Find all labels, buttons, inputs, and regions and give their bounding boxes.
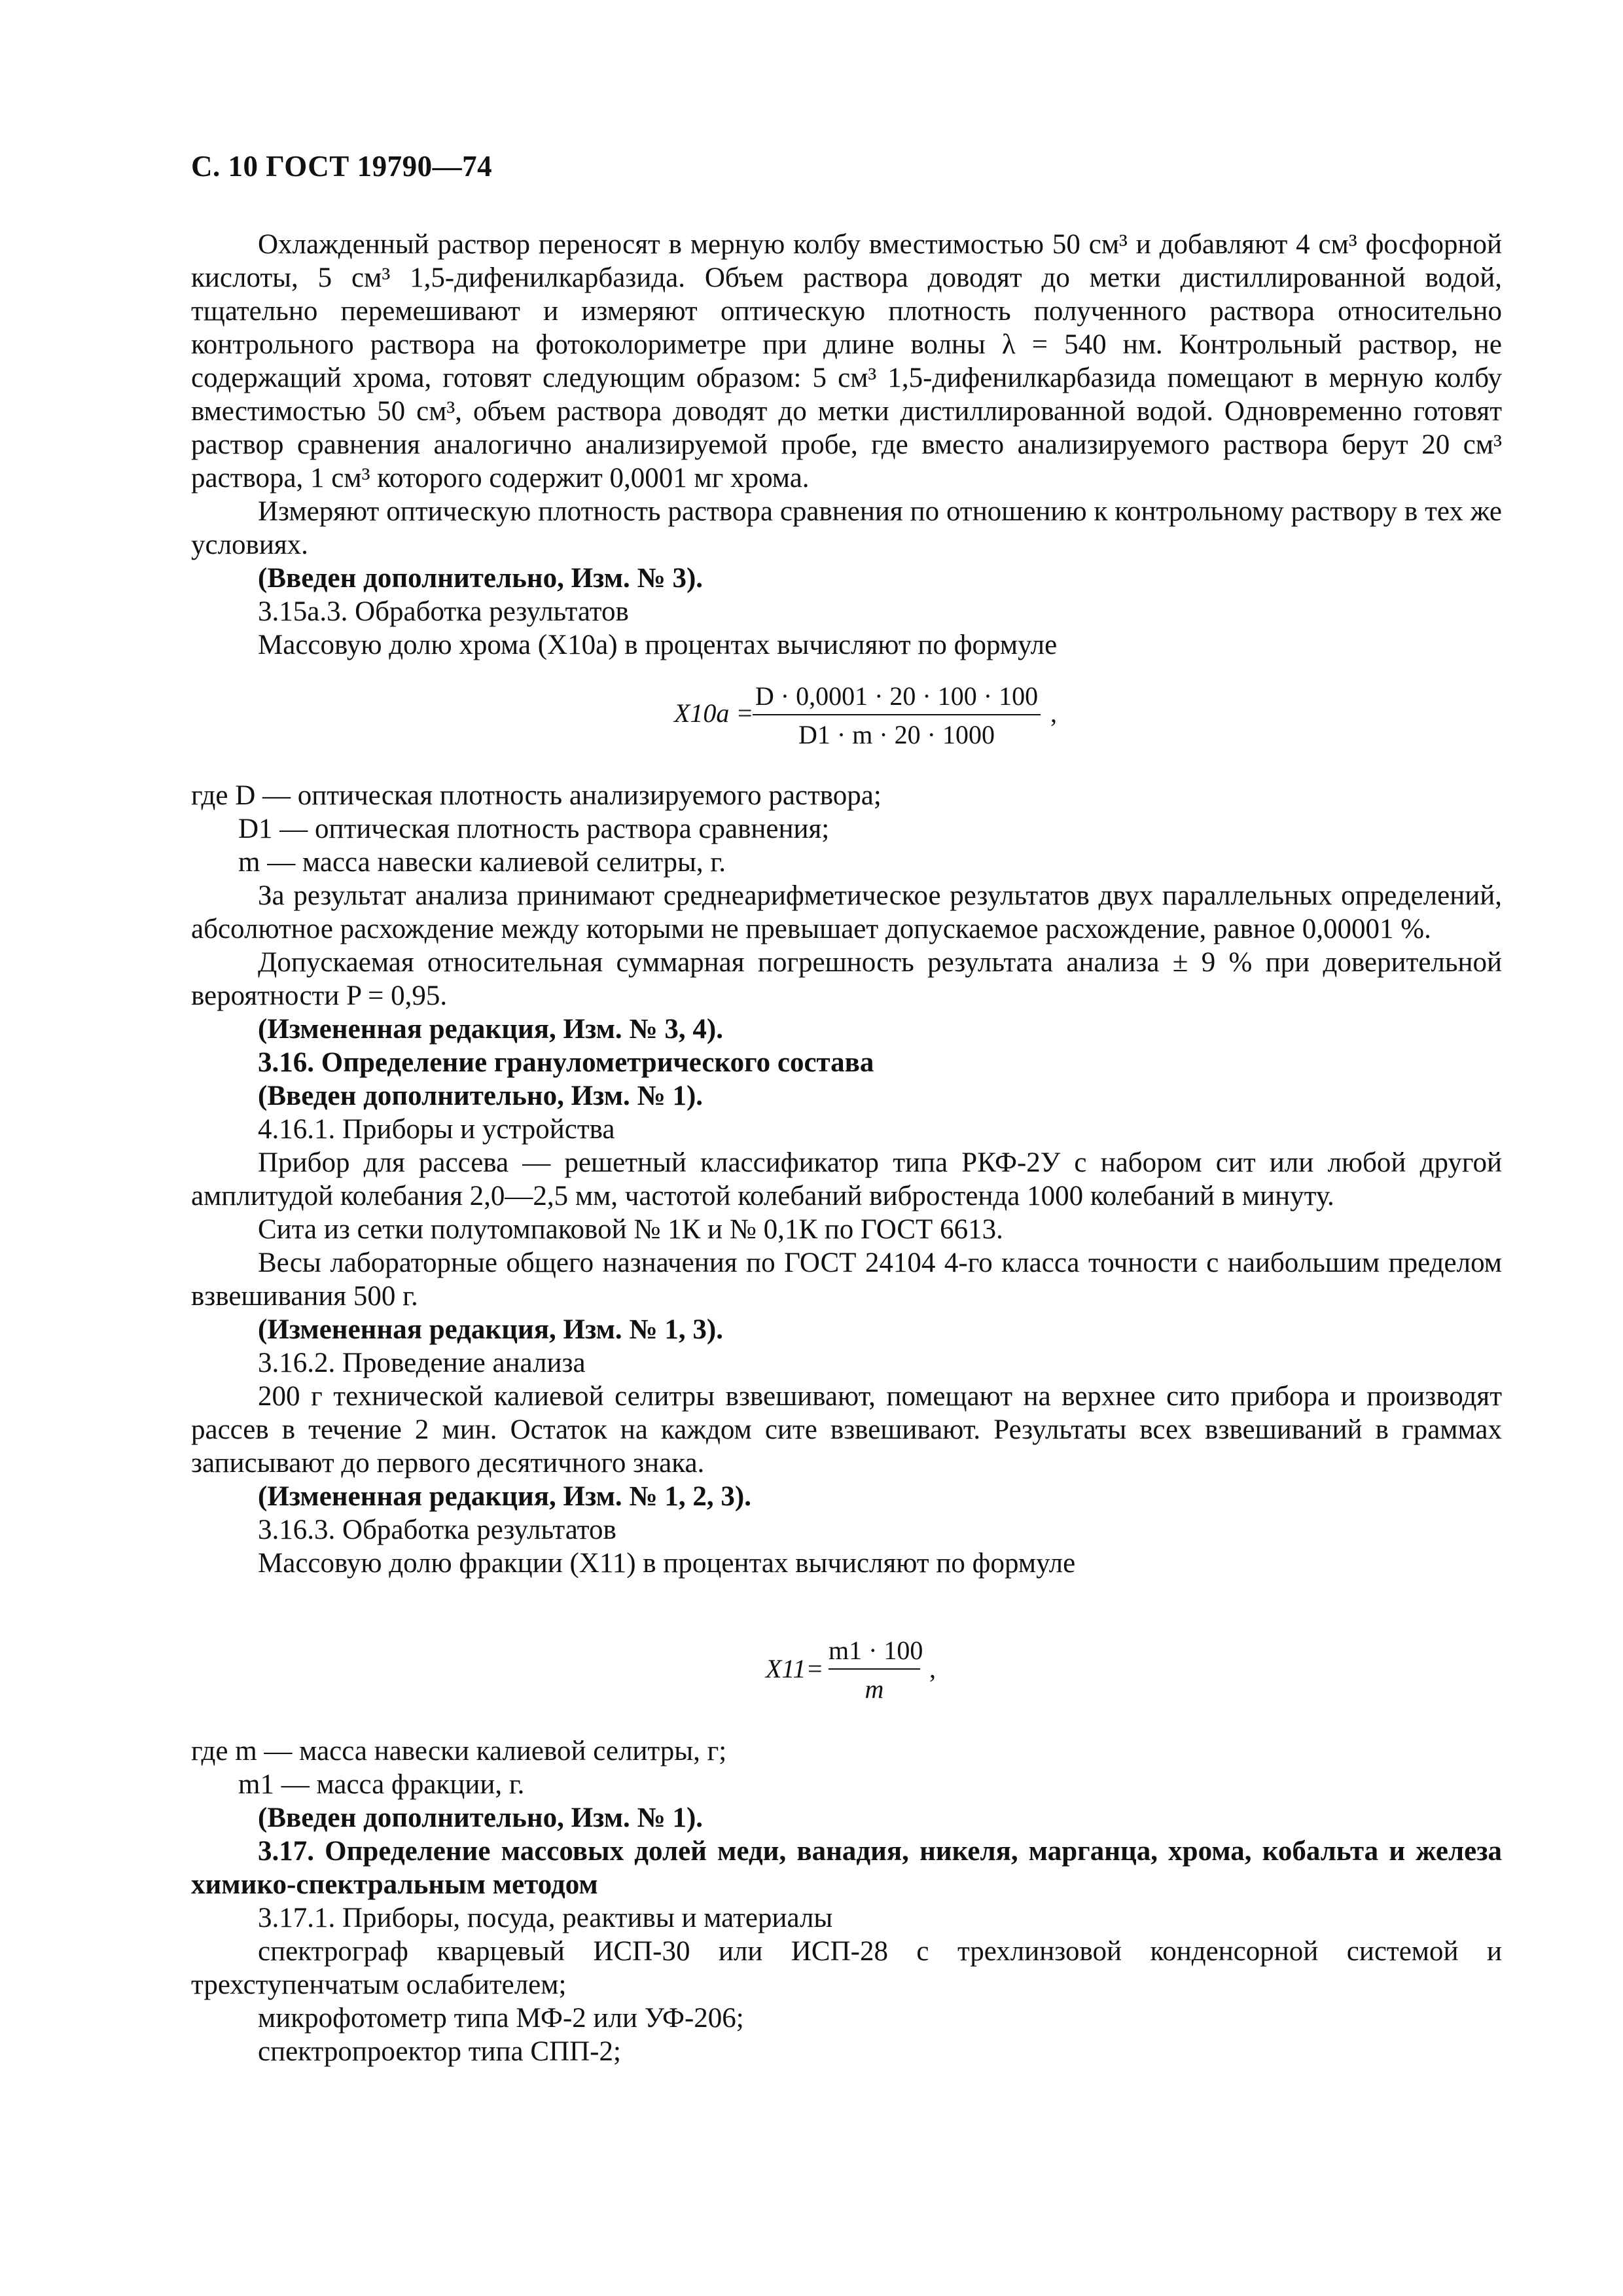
paragraph: Массовую долю фракции (X11) в процентах вычисляют по формуле [258, 1548, 1076, 1579]
text-block-1 [191, 228, 1502, 662]
formula-comma: , [1050, 698, 1057, 728]
paragraph: За результат анализа принимают среднеарифметическое результатов двух параллельных определений, абсолютное расхождение между которыми не превышает допускаемое расхождение, равное 0,00001 %. [191, 880, 1502, 944]
amendment-note: (Введен дополнительно, Изм. № 1). [258, 1081, 704, 1111]
formula-fraction [829, 1635, 923, 1704]
amendment-note: (Введен дополнительно, Изм. № 3). [258, 563, 704, 594]
formula-fraction [753, 681, 1041, 750]
text-block-2 [191, 779, 1502, 1580]
paragraph: 200 г технической калиевой селитры взвешивают, помещают на верхнее сито прибора и производят рассев в течение 2 мин. Остаток на каждом сите взвешивают. Результаты всех взвешиваний в граммах записывают до первого десятичного знака. [191, 1381, 1502, 1479]
formula-comma: , [929, 1654, 936, 1683]
paragraph: микрофотометр типа МФ-2 или УФ-206; [258, 2003, 744, 2034]
fraction-bar [829, 1668, 920, 1670]
subsection-heading: 3.17.1. Приборы, посуда, реактивы и материалы [258, 1903, 833, 1933]
paragraph: Измеряют оптическую плотность раствора сравнения по отношению к контрольному раствору в тех же условиях. [191, 496, 1502, 560]
definition: где m — масса навески калиевой селитры, г; [191, 1736, 727, 1767]
formula-denominator: m [865, 1674, 884, 1704]
paragraph: Весы лабораторные общего назначения по ГОСТ 24104 4-го класса точности с наибольшим пределом взвешивания 500 г. [191, 1247, 1502, 1312]
paragraph: Охлажденный раствор переносят в мерную колбу вместимостью 50 см³ и добавляют 4 см³ фосфорной кислоты, 5 см³ 1,5-дифенилкарбазида. Объем раствора доводят до метки дистиллированной водой, тщательно перемешивают и измеряют оптическую плотность полученного раствора относительно контрольного раствора на фотоколориметре при длине волны λ = 540 нм. Контрольный раствор, не содержащий хрома, готовят следующим образом: 5 см³ 1,5-дифенилкарбазида помещают в мерную колбу вместимостью 50 см³, объем раствора доводят до метки дистиллированной водой. Одновременно готовят раствор сравнения аналогично анализируемой пробе, где вместо анализируемого раствора берут 20 см³ раствора, 1 см³ которого содержит 0,0001 мг хрома. [191, 229, 1502, 493]
amendment-note: (Измененная редакция, Изм. № 1, 2, 3). [258, 1481, 751, 1512]
paragraph: Прибор для рассева — решетный классификатор типа РКФ-2У с набором сит или любой другой амплитудой колебания 2,0—2,5 мм, частотой колебаний вибростенда 1000 колебаний в минуту. [191, 1147, 1502, 1211]
amendment-note: (Измененная редакция, Изм. № 3, 4). [258, 1014, 723, 1045]
formula-x10a [674, 681, 1067, 759]
paragraph: Сита из сетки полутомпаковой № 1К и № 0,1К по ГОСТ 6613. [258, 1214, 1003, 1245]
amendment-note: (Введен дополнительно, Изм. № 1). [258, 1803, 704, 1833]
paragraph: спектрограф кварцевый ИСП-30 или ИСП-28 с трехлинзовой конденсорной системой и трехступенчатым ослабителем; [191, 1936, 1502, 2000]
definition: D1 — оптическая плотность раствора сравнения; [238, 814, 830, 844]
formula-numerator: m1 · 100 [829, 1636, 923, 1665]
formula-lhs: X11= [766, 1654, 824, 1683]
paragraph: Допускаемая относительная суммарная погрешность результата анализа ± 9 % при доверительной вероятности P = 0,95. [191, 947, 1502, 1011]
formula-x11 [766, 1635, 962, 1713]
definition: где D — оптическая плотность анализируемого раствора; [191, 780, 882, 811]
section-heading: 3.15а.3. Обработка результатов [258, 596, 629, 627]
subsection-heading: 3.16.2. Проведение анализа [258, 1348, 586, 1378]
formula-denominator: D1 · m · 20 · 1000 [798, 720, 995, 749]
formula-numerator: D · 0,0001 · 20 · 100 · 100 [755, 681, 1039, 711]
paragraph: Массовую долю хрома (X10а) в процентах вычисляют по формуле [258, 630, 1058, 660]
section-heading: 3.16. Определение гранулометрического состава [258, 1047, 874, 1078]
fraction-bar [753, 714, 1041, 715]
subsection-heading: 3.16.3. Обработка результатов [258, 1515, 616, 1545]
amendment-note: (Измененная редакция, Изм. № 1, 3). [258, 1314, 723, 1345]
section-heading: 3.17. Определение массовых долей меди, ванадия, никеля, марганца, хрома, кобальта и железа химико-спектральным методом [191, 1836, 1502, 1900]
paragraph: спектропроектор типа СПП-2; [258, 2036, 621, 2067]
text-block-3 [191, 1734, 1502, 2068]
page-header: С. 10 ГОСТ 19790—74 [191, 150, 493, 183]
definition: m1 — масса фракции, г. [238, 1769, 525, 1800]
subsection-heading: 4.16.1. Приборы и устройства [258, 1114, 615, 1145]
definition: m — масса навески калиевой селитры, г. [238, 847, 726, 878]
formula-lhs: X10а = [674, 698, 754, 728]
